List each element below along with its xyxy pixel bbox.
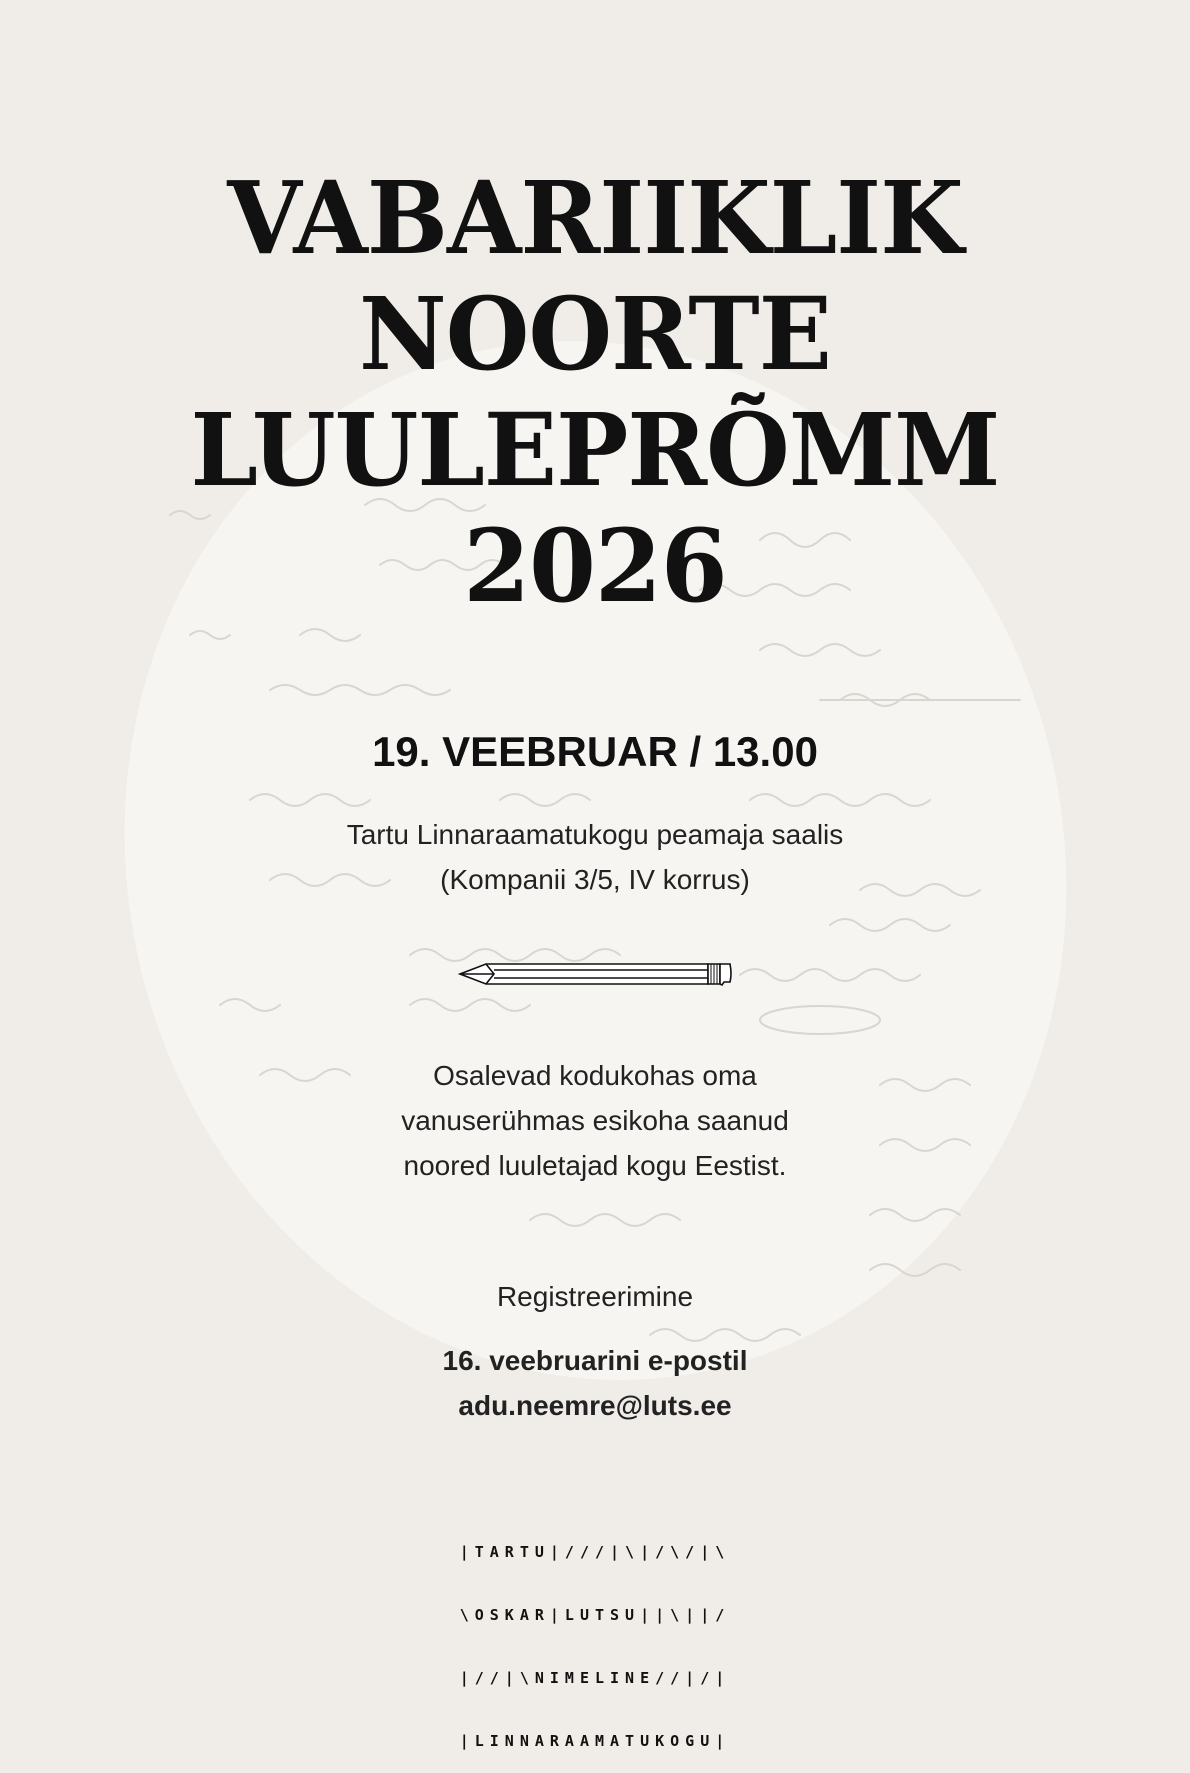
- description-line: noored luuletajad kogu Eestist.: [403, 1150, 787, 1181]
- venue: [0, 812, 1190, 902]
- venue-address: (Kompanii 3/5, IV korrus): [440, 864, 750, 895]
- title-line: NOORTE: [359, 275, 831, 393]
- title-line: 2026: [463, 507, 727, 625]
- title-line: LUULEPRÕMM: [190, 391, 1000, 509]
- event-title: [0, 160, 1190, 624]
- logo-line: \OSKAR|LUTSU||\||/: [459, 1606, 731, 1624]
- logo-line: |//|\NIMELINE//|/|: [459, 1669, 731, 1687]
- description-line: Osalevad kodukohas oma: [433, 1060, 757, 1091]
- pencil-icon: [458, 958, 733, 988]
- library-logo: [0, 1500, 1190, 1773]
- description-line: vanuserühmas esikoha saanud: [401, 1105, 789, 1136]
- event-date-time: 19. VEEBRUAR / 13.00: [372, 728, 818, 775]
- logo-line: |LINNARAAMATUKOGU|: [459, 1732, 731, 1750]
- logo-line: |TARTU|///|\|/\/|\: [459, 1543, 731, 1561]
- registration-deadline: 16. veebruarini e-postil: [442, 1345, 748, 1376]
- registration-label: Registreerimine: [496, 1281, 694, 1312]
- venue-line: Tartu Linnaraamatukogu peamaja saalis: [346, 819, 844, 850]
- description: [0, 1053, 1190, 1188]
- registration-details: [0, 1338, 1190, 1428]
- title-line: VABARIIKLIK: [227, 159, 963, 277]
- registration-email[interactable]: adu.neemre@luts.ee: [458, 1390, 732, 1421]
